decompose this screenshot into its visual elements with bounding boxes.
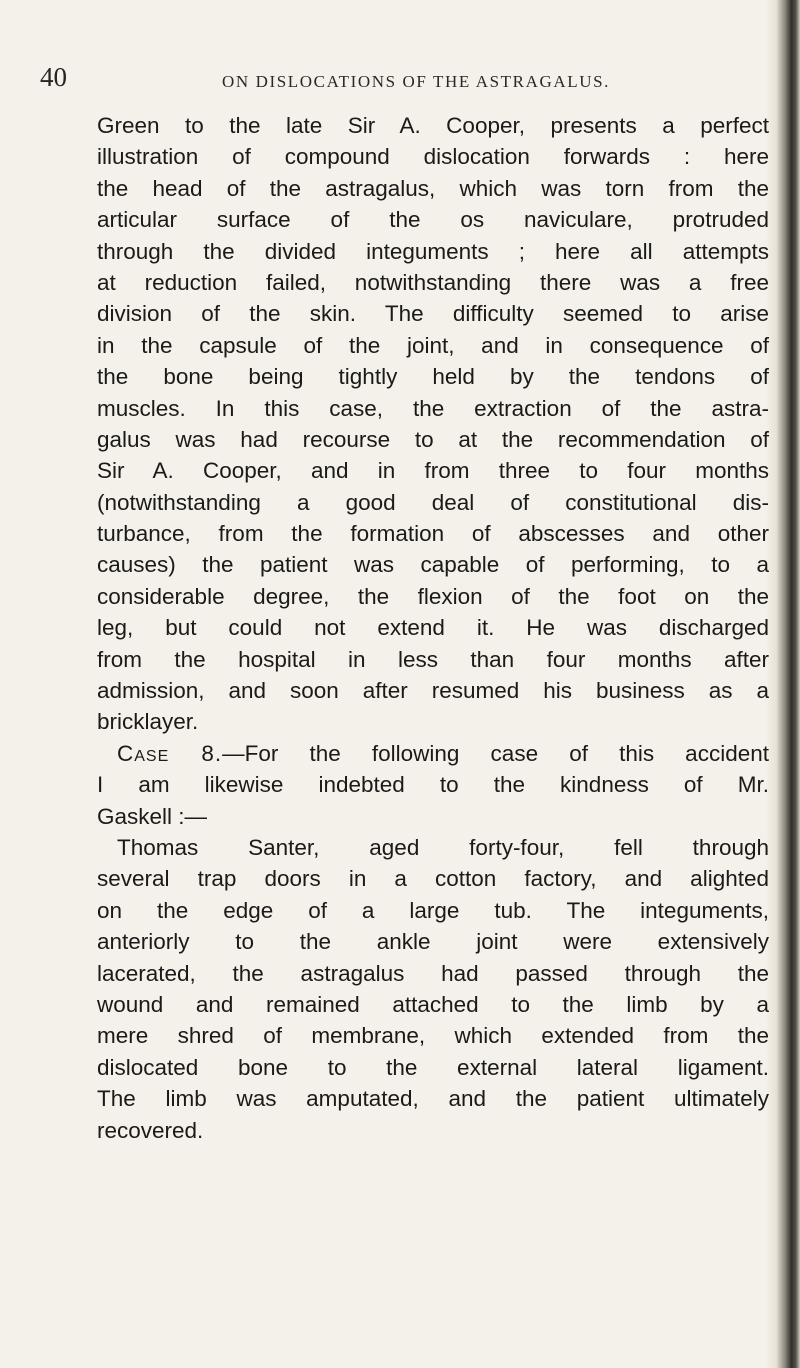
- text-line: on the edge of a large tub. The integuments,: [97, 897, 769, 923]
- text-line: Thomas Santer, aged forty-four, fell through: [117, 834, 769, 860]
- text-line: considerable degree, the flexion of the foot on the: [97, 583, 769, 609]
- text-line: The limb was amputated, and the patient ultimately: [97, 1086, 769, 1112]
- text-line: Gaskell :—: [97, 803, 208, 829]
- text-line: mere shred of membrane, which extended from the: [97, 1023, 769, 1049]
- running-head: ON DISLOCATIONS OF THE ASTRAGALUS.: [222, 72, 610, 91]
- text-line: Sir A. Cooper, and in from three to four months: [97, 458, 769, 484]
- page-edge-shadow: [766, 0, 800, 1368]
- page-header: [0, 62, 800, 102]
- case-label: Case 8.: [117, 740, 223, 766]
- text-line: lacerated, the astragalus had passed through the: [97, 960, 769, 986]
- text-line: turbance, from the formation of abscesses and other: [97, 521, 769, 547]
- text-line: at reduction failed, notwithstanding there was a free: [97, 269, 769, 295]
- text-line: anteriorly to the ankle joint were extensively: [97, 929, 769, 955]
- text-line: wound and remained attached to the limb by a: [97, 991, 769, 1017]
- text-line: recovered.: [97, 1117, 204, 1143]
- body-text: [97, 110, 769, 1146]
- text-line: causes) the patient was capable of performing, to a: [97, 552, 769, 578]
- text-line: illustration of compound dislocation forwards : here: [97, 144, 769, 170]
- text-line: leg, but could not extend it. He was discharged: [97, 615, 769, 641]
- case-heading-text: —For the following case of this accident: [222, 740, 769, 766]
- text-line: Green to the late Sir A. Cooper, presents a perfect: [97, 113, 769, 138]
- text-line: dislocated bone to the external lateral ligament.: [97, 1054, 769, 1080]
- case-heading-line: [97, 738, 769, 769]
- text-line: division of the skin. The difficulty seemed to arise: [97, 301, 769, 327]
- text-line: muscles. In this case, the extraction of the astra-: [97, 395, 769, 421]
- text-line: bricklayer.: [97, 709, 199, 735]
- page-number: 40: [40, 62, 67, 92]
- text-line: from the hospital in less than four months after: [97, 646, 769, 672]
- text-line: the bone being tightly held by the tendons of: [97, 364, 769, 390]
- text-line: admission, and soon after resumed his business as a: [97, 678, 769, 704]
- text-line: in the capsule of the joint, and in consequence of: [97, 332, 769, 358]
- text-line: (notwithstanding a good deal of constitutional dis-: [97, 489, 769, 515]
- text-line: galus was had recourse to at the recommendation of: [97, 426, 769, 452]
- text-line: I am likewise indebted to the kindness of Mr.: [97, 772, 769, 798]
- text-line: through the divided integuments ; here all attempts: [97, 238, 769, 264]
- text-line: the head of the astragalus, which was torn from the: [97, 175, 769, 201]
- text-line: several trap doors in a cotton factory, and alighted: [97, 866, 769, 892]
- text-line: articular surface of the os naviculare, protruded: [97, 207, 769, 233]
